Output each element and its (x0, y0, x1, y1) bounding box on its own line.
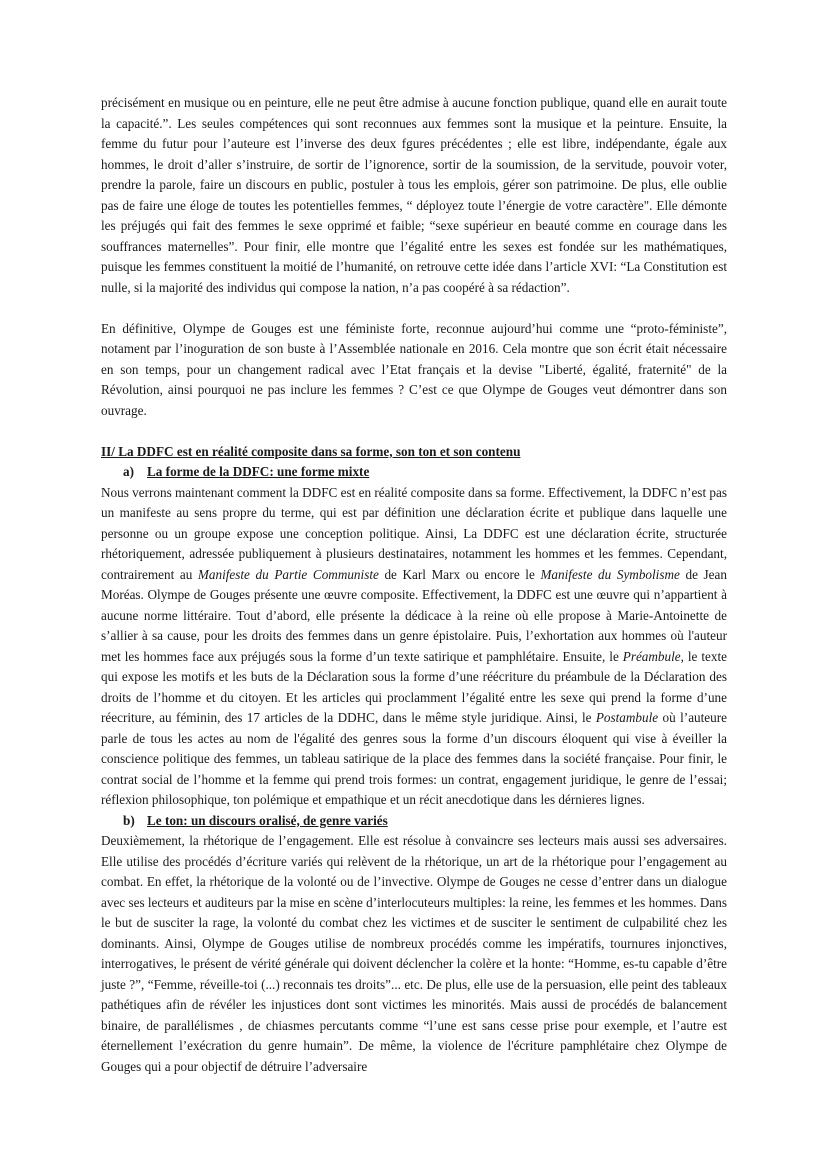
subheading-a (101, 462, 727, 483)
title-manifeste-symbolisme: Manifeste du Symbolisme (540, 566, 680, 582)
subheading-b-title: Le ton: un discours oralisé, de genre variés (147, 812, 388, 828)
spacer (101, 298, 727, 319)
title-manifeste-communiste: Manifeste du Partie Communiste (197, 566, 379, 582)
paragraph-3-text: de Karl Marx ou encore le (378, 566, 541, 582)
subheading-a-number: a) (123, 464, 134, 479)
section-heading-II: II/ La DDFC est en réalité composite dans sa forme, son ton et son contenu (101, 443, 521, 459)
paragraph-3-text: Nous verrons maintenant comment la DDFC est en réalité composite dans sa forme. Effectivement, la DDFC n’est pas un manifeste au sens propre du terme, qui est par définition une déclaration écrite et publique dans laquelle une personne ou un groupe expose une conception politique. Ainsi, La DDFC est une déclaration écrite, structurée rhétoriquement, adressée publiquement à plusieurs destinataires, notamment les hommes et les femmes. Cependant, contrairement au (101, 484, 727, 582)
subheading-a-title: La forme de la DDFC: une forme mixte (147, 464, 370, 479)
title-preambule: Préambule (622, 648, 681, 664)
paragraph-3 (101, 483, 727, 811)
title-postambule: Postambule (595, 710, 659, 725)
subheading-b-number: b) (123, 812, 135, 828)
paragraph-4: Deuxièmement, la rhétorique de l’engagement. Elle est résolue à convaincre ses lecteurs mais aussi ses adversaires. Elle utilise des procédés d’écriture variés qui relèvent de la rhétorique, un art de la rhétorique pour l’engagement au combat. En effet, la rhétorique de la volonté ou de l’invective. Olympe de Gouges ne cesse d’entrer dans un dialogue avec ses lecteurs et auditeurs par la mise en scène d’interlocuteurs multiples: la reine, les femmes et les hommes. Dans le but de susciter la rage, la volonté du combat chez les victimes et de susciter le sentiment de culpabilité chez les dominants. Ainsi, Olympe de Gouges utilise de nombreux procédés comme les impératifs, tournures injonctives, interrogatives, le présent de vérité générale qui doivent déclencher la colère et la honte: “Homme, es-tu capable d’être juste ?”, “Femme, réveille-toi (...) reconnais tes droits”... etc. De plus, elle use de la persuasion, elle peint des tableaux pathétiques afin de révéler les injustices dont sont victimes les minorités. Mais aussi de procédés de balancement binaire, de parallélismes , de chiasmes percutants comme “l’une est sans cesse prise pour exemple, et l’autre est éternellement l’exécration du genre humain”. De même, la violence de l'écriture pamphlétaire chez Olympe de Gouges qui a pour objectif de détruire l’adversaire (101, 833, 727, 1074)
paragraph-2: En définitive, Olympe de Gouges est une féministe forte, reconnue aujourd’hui comme une “proto-féministe”, notament par l’inoguration de son buste à l’Assemblée nationale en 2016. Cela montre que son écrit était nécessaire en son temps, pour un changement radical avec l’Etat français et la devise "Liberté, égalité, fraternité" de la Révolution, ainsi pourquoi ne pas inclure les femmes ? C’est ce que Olympe de Gouges veut démontrer dans son ouvrage. (101, 320, 727, 418)
paragraph-3-text: de Jean Moréas. Olympe de Gouges présente une œuvre composite. Effectivement, la DDFC est une œuvre qui n’appartient à aucune norme littéraire. Tout d’abord, elle présente la dédicace à la reine où elle propose à Marie-Antoinette de s’allier à sa cause, pour les droits des femmes dans un genre épistolaire. Puis, l’exhortation aux hommes où l'auteur met les hommes face aux préjugés sous la forme d’un texte satirique et pamphlétaire. Ensuite, le (101, 566, 727, 664)
subheading-b (101, 811, 727, 832)
paragraph-1: précisément en musique ou en peinture, elle ne peut être admise à aucune fonction publique, quand elle en aurait toute la capacité.”. Les seules compétences qui sont reconnues aux femmes sont la musique et la peinture. Ensuite, la femme du futur pour l’auteure est l’inverse des deux fgures précédentes ; elle est libre, indépendante, égale aux hommes, le droit d’aller s’instruire, de sortir de l’ignorence, sortir de la soumission, de la servitude, pouvoir voter, prendre la parole, faire un discours en public, postuler à tous les emplois, gérer son patrimoine. De plus, elle oublie pas de faire une éloge de toutes les potentielles femmes, “ déployez toute l’énergie de votre caractère". Elle démonte les préjugés qui fait des femmes le sexe opprimé et faible; “sexe supérieur en beauté comme en courage dans les souffrances maternelles”. Pour finir, elle montre que l’égalité entre les sexes est fondée sur les mathématiques, puisque les femmes constituent la moitié de l’humanité, on retrouve cette idée dans l’article XVI: “La Constitution est nulle, si la majorité des individus qui compose la nation, n’a pas coopéré à sa rédaction”. (101, 95, 727, 295)
paragraph-3-text: où l’auteure parle de tous les actes au nom de l'égalité des genres sous la forme d’un discours éloquent qui vise à éveiller la conscience politique des femmes, un tableau satirique de la place des femmes dans la société française. Pour finir, le contrat social de l’homme et la femme qui prend trois formes: un contrat, engagement juridique, le genre de l’essai; réflexion philosophique, ton polémique et empathique et un récit anecdotique dans les dérnieres lignes. (101, 710, 727, 807)
spacer (101, 421, 727, 442)
paragraph-3-text: , le texte qui expose les motifs et les buts de la Déclaration sous la forme d’une réécriture du préambule de la Déclaration des droits de l’homme et du citoyen. Et les articles qui proclamment l’égalité entre les sexe qui prend la forme d’une réecriture, au féminin, des 17 articles de la DDHC, dans le même style juridique. Ainsi, le (101, 648, 727, 725)
